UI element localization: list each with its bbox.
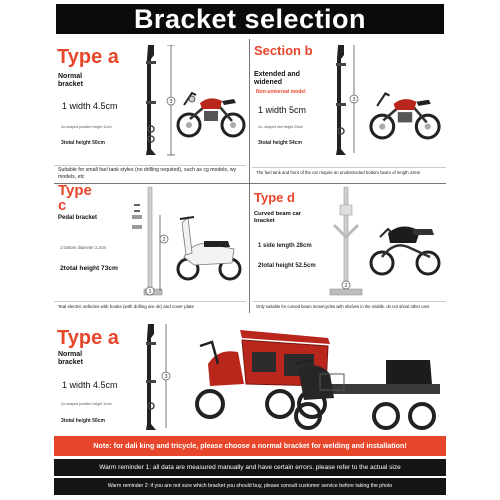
marker-1-c: 1 (148, 289, 152, 295)
type-a-position-note: 2u-shaped position height 11cm (61, 125, 112, 129)
section-b-position-note: 2u- shaped slot height 23cm (258, 125, 304, 129)
type-d-title: Type d (254, 190, 295, 205)
bracket-a-illustration (134, 41, 168, 159)
section-b-width: 1 width 5cm (258, 105, 307, 115)
type-a-tricycle-title: Type a (57, 327, 119, 349)
type-c-caption: Teal electric vehicles with hooks (with drilling are ok) and cover plate (54, 301, 246, 313)
marker-3: 3 (169, 99, 173, 105)
bracket-c-illustration (130, 185, 180, 299)
type-c-height: 2total height 73cm (60, 265, 118, 272)
type-d-subtitle: Curved beam car bracket (254, 211, 302, 224)
type-a-height: 3total height 50cm (61, 140, 105, 146)
page-title: Bracket selection (56, 4, 444, 34)
motorcycle-image-b (368, 77, 442, 141)
marker-2-c: 2 (162, 237, 166, 243)
marker-3-b: 3 (352, 97, 356, 103)
type-a-tricycle-width: 1 width 4.5cm (62, 380, 118, 390)
type-a-tricycle-subtitle: Normal bracket (58, 351, 83, 367)
warm-reminder-1: Warm reminder 1: all data are measured manually and have certain errors. please refer to the actual size (54, 459, 446, 476)
type-c-subtitle: Pedal bracket (58, 215, 98, 221)
type-a-title: Type a (57, 46, 119, 68)
bracket-d-illustration (324, 185, 368, 299)
dimension-marks (166, 45, 176, 157)
warm-reminder-2: Warm reminder 2: if you are not sure which bracket you should buy, please consult customer service before taking the photo (54, 478, 446, 495)
type-a-tricycle-panel (54, 318, 446, 434)
scooter-image (174, 205, 244, 285)
section-b-caption: The fuel tank and front of the car require an unobstructed bottom beam of length 43cm (252, 167, 446, 181)
section-b-subtitle: Extended and widened (254, 71, 300, 87)
curved-beam-motorcycle-image (368, 207, 444, 279)
type-a-tricycle-height: 3total height 50cm (61, 418, 105, 424)
tricycle-note-banner: Note: for dali king and tricycle, please choose a normal bracket for welding and installation! (54, 436, 446, 456)
type-a-caption: Suitable for small fuel tank styles (no drilling required), such as cg models, wy models, etc (54, 165, 246, 181)
type-a-panel (54, 39, 246, 181)
bracket-b-illustration (322, 41, 362, 159)
type-d-height: 2total height 52.5cm (258, 263, 316, 269)
type-a-tricycle-position-note: 2u-shaped position height 11cm (61, 402, 112, 406)
type-a-subtitle: Normal bracket (58, 73, 83, 89)
type-c-diameter: 1 bottom diameter 2.2cm (60, 245, 107, 250)
bracket-e-illustration (134, 320, 180, 432)
type-d-panel (252, 185, 446, 313)
cargo-scooter-image (290, 354, 446, 434)
type-d-side: 1 side length 28cm (258, 243, 312, 249)
center-divider (249, 39, 250, 313)
type-c-panel (54, 185, 246, 313)
section-b-title: Section b (254, 43, 313, 58)
motorcycle-image (176, 77, 246, 139)
type-a-width: 1 width 4.5cm (62, 101, 118, 111)
section-b-warning: Non-universal model (256, 89, 306, 95)
type-c-title: Type c (58, 185, 92, 214)
section-b-height: 3total height 54cm (258, 140, 302, 146)
type-d-caption: Only suitable for curved beam motorcycles with shelves in the middle. do not shoot other cars (252, 301, 446, 313)
section-b-panel (252, 39, 446, 181)
marker-2-d: 2 (344, 283, 348, 289)
row-divider (54, 183, 446, 184)
marker-3-e: 3 (164, 374, 168, 380)
